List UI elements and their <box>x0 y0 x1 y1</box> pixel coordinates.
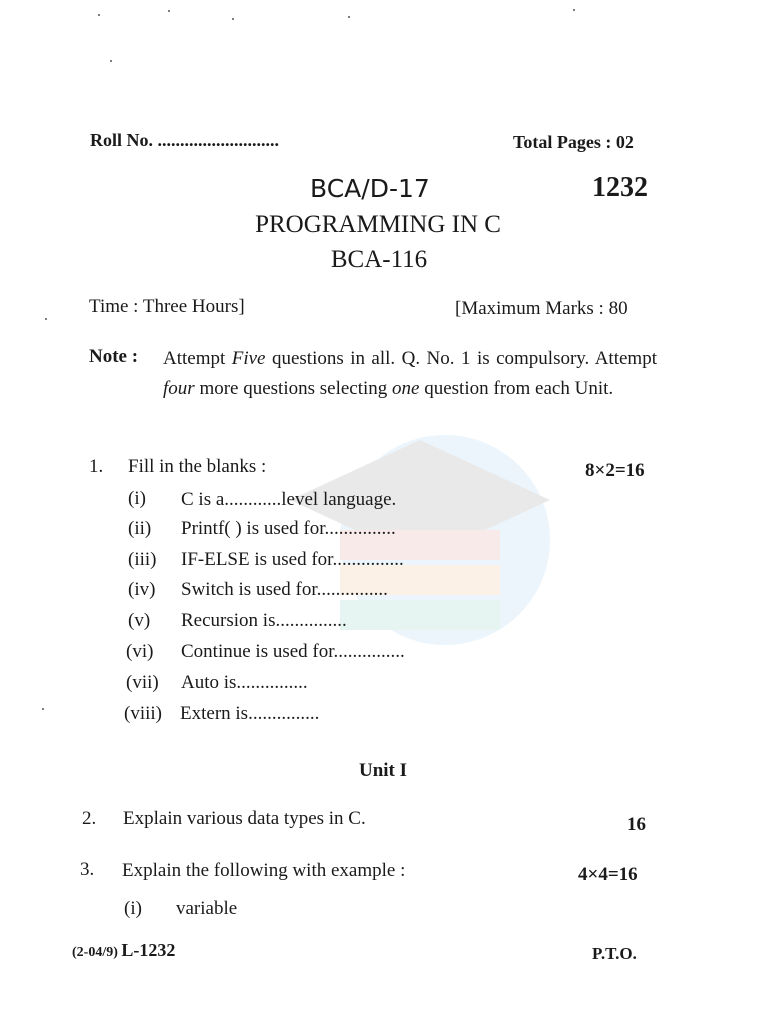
note-part: four <box>163 378 195 399</box>
print-code: (2-04/9) <box>72 945 118 960</box>
sub-item-text: Continue is used for............... <box>181 641 405 662</box>
time-allowed: Time : Three Hours] <box>89 296 245 317</box>
sub-item-roman: (vi) <box>126 641 154 662</box>
sub-item-roman: (i) <box>128 488 146 509</box>
footer-code <box>72 940 175 961</box>
note-part: more questions selecting <box>194 378 393 399</box>
sub-item-text: IF-ELSE is used for............... <box>181 549 404 570</box>
question-marks: 4×4=16 <box>578 864 638 885</box>
scan-speck <box>232 18 234 20</box>
unit-heading: Unit I <box>358 760 408 781</box>
sub-item-text: Recursion is............... <box>181 610 347 631</box>
subject-code: BCA-116 <box>330 246 428 273</box>
scan-speck <box>42 708 44 710</box>
question-marks: 8×2=16 <box>585 460 645 481</box>
question-number: 1. <box>89 456 104 477</box>
question-text: Explain the following with example : <box>122 860 406 881</box>
sub-item-text: Printf( ) is used for............... <box>181 518 396 539</box>
sub-item-roman: (iv) <box>128 579 156 600</box>
sub-item-text: Auto is............... <box>181 672 308 693</box>
note-text <box>163 344 657 404</box>
sub-item-roman: (iii) <box>128 549 157 570</box>
note-part: questions in all. Q. No. 1 is compulsory. Attempt <box>265 348 657 369</box>
paper-number: 1232 <box>592 172 648 203</box>
scan-speck <box>98 14 100 16</box>
sub-item-text: variable <box>176 898 238 919</box>
sub-item-roman: (i) <box>124 898 142 919</box>
question-number: 2. <box>82 808 97 829</box>
subject-title: PROGRAMMING IN C <box>255 211 501 238</box>
paper-code: L-1232 <box>121 940 176 960</box>
sub-item-text: Extern is............... <box>180 703 320 724</box>
exam-code: BCA/D-17 <box>310 174 430 203</box>
scan-speck <box>573 9 575 11</box>
note-label: Note : <box>89 346 139 367</box>
note-part: one <box>392 378 420 399</box>
roll-number-line: Roll No. ........................... <box>90 130 279 150</box>
scan-speck <box>168 10 170 12</box>
scan-speck <box>110 60 112 62</box>
pto-marker: P.T.O. <box>592 944 637 963</box>
note-part: question from each Unit. <box>419 378 614 399</box>
sub-item-roman: (vii) <box>126 672 159 693</box>
maximum-marks: [Maximum Marks : 80 <box>455 298 628 319</box>
sub-item-roman: (ii) <box>128 518 152 539</box>
sub-item-text: Switch is used for............... <box>181 579 388 600</box>
sub-item-text: C is a............level language. <box>181 489 397 510</box>
question-text: Explain various data types in C. <box>123 808 366 829</box>
sub-item-roman: (v) <box>128 610 151 631</box>
scan-speck <box>45 318 47 320</box>
scan-speck <box>348 16 350 18</box>
note-part: Attempt <box>163 348 232 369</box>
question-text: Fill in the blanks : <box>128 456 267 477</box>
note-part: Five <box>231 348 266 369</box>
total-pages: Total Pages : 02 <box>513 132 634 152</box>
question-marks: 16 <box>627 814 646 835</box>
sub-item-roman: (viii) <box>124 703 162 724</box>
question-number: 3. <box>80 859 95 880</box>
